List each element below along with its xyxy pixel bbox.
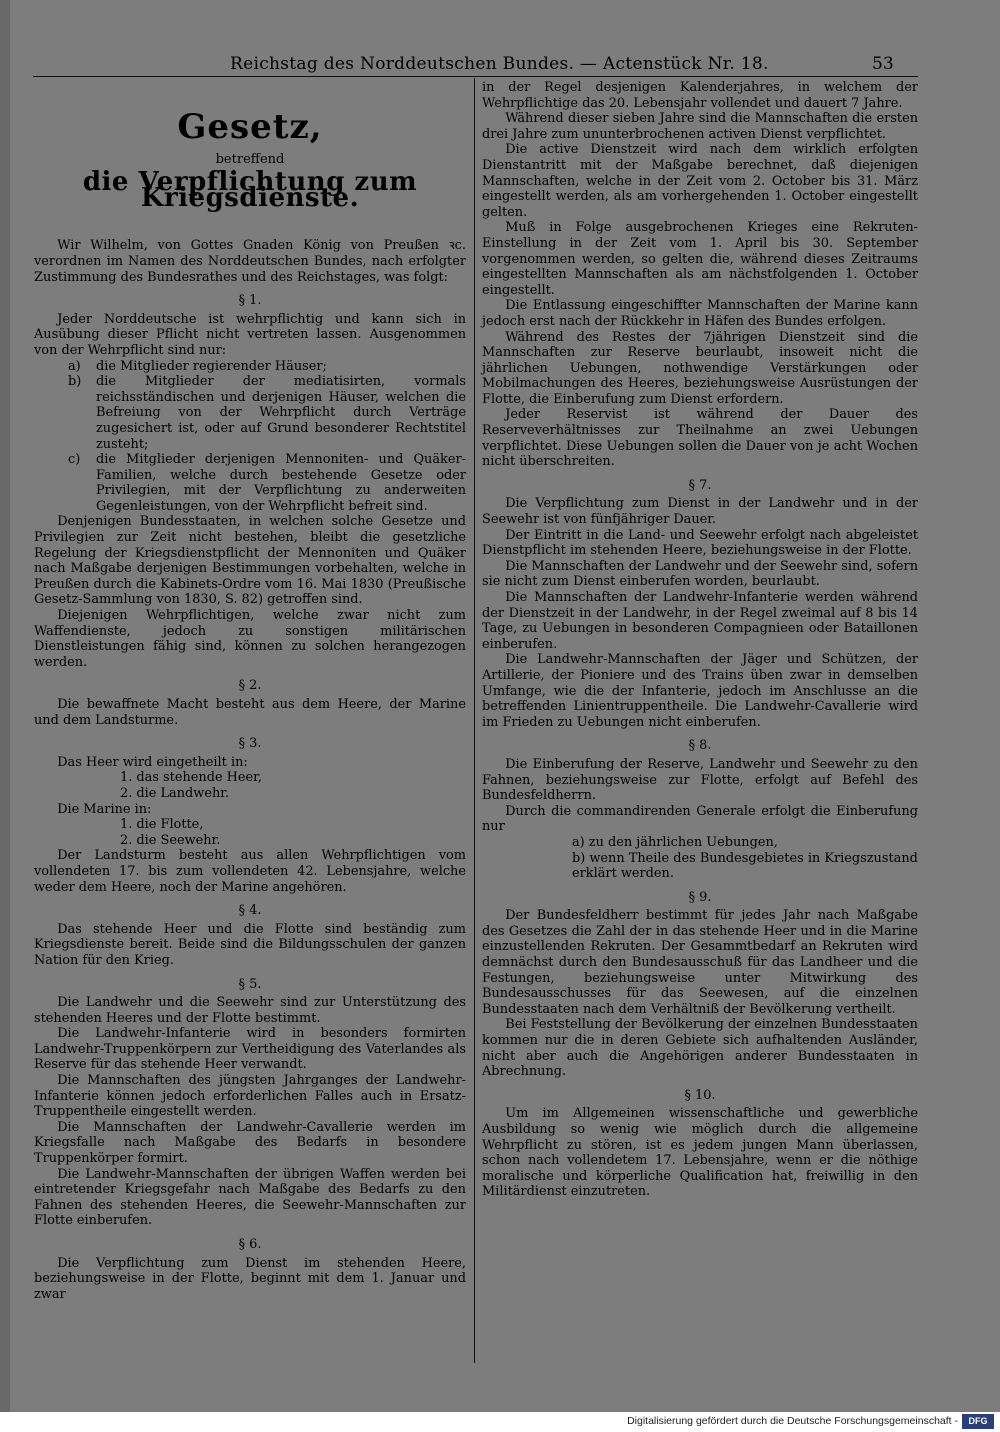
paragraph: Die Landwehr-Mannschaften der Jäger und Schützen, der Artillerie, der Pioniere und des Trains üben zwar in demselben Umfange, wie die der Infanterie, jedoch im Anschlusse an die betreffenden Linientruppentheile. Die Landwehr-Cavallerie wird im Frieden zu Uebungen nicht einberufen. — [482, 652, 918, 730]
section-heading: § 4. — [238, 903, 262, 919]
paragraph: Die Verpflichtung zum Dienst in der Landwehr und in der Seewehr ist von fünfjähriger Dauer. — [482, 496, 918, 528]
paragraph: Das Heer wird eingetheilt in: — [57, 754, 248, 770]
enum-item: 1. die Flotte, — [120, 817, 204, 833]
page-header — [0, 50, 1000, 76]
paragraph: in der Regel desjenigen Kalenderjahres, in welchem der Wehrpflichtige das 20. Lebensjahr vollendet und dauert 7 Jahre. — [482, 80, 918, 111]
paragraph: Das stehende Heer und die Flotte sind beständig zum Kriegsdienste bereit. Beide sind die Bildungsschulen der ganzen Nation für den Krieg. — [34, 921, 466, 968]
paragraph: Die active Dienstzeit wird nach dem wirklich erfolgten Dienstantritt mit der Maßgabe berechnet, daß diejenigen Mannschaften, welche in der Zeit vom 2. October bis 31. März eingestellt werden, als am vorhergehenden 1. October eingestellt gelten. — [482, 142, 918, 220]
paragraph: Die Mannschaften der Landwehr-Cavallerie werden im Kriegsfalle nach Maßgabe des Bedarfs in besondere Truppenkörper formirt. — [34, 1119, 466, 1167]
page-edge — [0, 0, 10, 1412]
law-subtitle: betreffend — [215, 151, 285, 167]
right-column — [482, 80, 918, 1200]
paragraph: Jeder Reservist ist während der Dauer des Reserveverhältnisses zur Theilnahme an zwei Uebungen verpflichtet. Diese Uebungen sollen die Dauer von je acht Wochen nicht überschreiten. — [482, 407, 918, 470]
law-title: Gesetz, — [177, 107, 323, 147]
paragraph: Die Landwehr-Infanterie wird in besonders formirten Landwehr-Truppenkörpern zur Vertheidigung des Vaterlandes als Reserve für das stehende Heer verwandt. — [34, 1026, 466, 1073]
item-label: a) — [68, 358, 81, 374]
paragraph: Um im Allgemeinen wissenschaftliche und gewerbliche Ausbildung so wenig wie möglich durch die allgemeine Wehrpflicht zu stören, ist es jedem jungen Mann überlassen, schon nach vollendetem 17. Lebensjahre, wenn er die nöthige moralische und körperliche Qualification hat, freiwillig in den Militärdienst einzutreten. — [482, 1106, 918, 1200]
dfg-logo: DFG — [962, 1414, 994, 1429]
paragraph: Denjenigen Bundesstaaten, in welchen solche Gesetze und Privilegien zur Zeit nicht bestehen, bleibt die gesetzliche Regelung der Kriegsdienstpflicht der Mennoniten und Quäker nach Maßgabe derjenigen Bestimmungen vorbehalten, welche in Preußen durch die Kabinets-Ordre vom 16. Mai 1830 (Preußische Gesetz-Sammlung von 1830, S. 82) getroffen sind. — [34, 514, 466, 608]
paragraph: Die Mannschaften der Landwehr-Infanterie werden während der Dienstzeit in der Landwehr, in der Regel zweimal auf 8 bis 14 Tage, zu Uebungen in besonderen Compagnieen oder Bataillonen einberufen. — [482, 590, 918, 652]
paragraph: Durch die commandirenden Generale erfolgt die Einberufung nur — [482, 803, 918, 835]
left-column — [34, 80, 466, 1302]
running-title: Reichstag des Norddeutschen Bundes. — Actenstück Nr. 18. — [230, 54, 769, 74]
header-rule — [33, 76, 918, 77]
funding-credit: Digitalisierung gefördert durch die Deutsche Forschungsgemeinschaft - — [627, 1415, 958, 1427]
item-label: c) — [68, 452, 81, 468]
page-number: 53 — [872, 54, 894, 74]
paragraph: Der Landsturm besteht aus allen Wehrpflichtigen vom vollendeten 17. bis zum vollendeten 42. Lebensjahre, welche weder dem Heere, noch der Marine angehören. — [34, 848, 466, 895]
footer-bar — [0, 1412, 1000, 1432]
paragraph: Die Einberufung der Reserve, Landwehr und Seewehr zu den Fahnen, beziehungsweise zur Flotte, erfolgt auf Befehl des Bundesfeldherrn. — [482, 756, 918, 804]
paragraph: Muß in Folge ausgebrochenen Krieges eine Rekruten-Einstellung in der Zeit vom 1. April bis 30. September vorgenommen werden, so gelten die, während dieses Zeitraums eingestellten Mannschaften als am nächstfolgenden 1. October eingestellt. — [482, 220, 918, 298]
section-heading: § 9. — [688, 889, 712, 905]
section-heading: § 1. — [238, 293, 262, 309]
enum-item: a) zu den jährlichen Uebungen, — [572, 834, 778, 850]
item-text: die Mitglieder derjenigen Mennoniten- und Quäker-Familien, welche durch bestehende Gesetze oder Privilegien, mit der Verpflichtung zu anderweiten Gegenleistungen, von der Wehrpflicht befreit sind. — [96, 452, 466, 514]
paragraph: Während dieser sieben Jahre sind die Mannschaften die ersten drei Jahre zum ununterbrochenen activen Dienst verpflichtet. — [482, 111, 918, 142]
section-heading: § 10. — [684, 1087, 716, 1103]
paragraph: Die Landwehr-Mannschaften der übrigen Waffen werden bei eintretender Kriegsgefahr nach Maßgabe des Bedarfs zu den Fahnen des stehenden Heeres, die Seewehr-Mannschaften zur Flotte einberufen. — [34, 1166, 466, 1229]
paragraph: Jeder Norddeutsche ist wehrpflichtig und kann sich in Ausübung dieser Pflicht nicht vertreten lassen. Ausgenommen von der Wehrpflicht sind nur: — [34, 311, 466, 358]
section-heading: § 5. — [238, 976, 262, 992]
enum-item: b) wenn Theile des Bundesgebietes in Kriegszustand erklärt werden. — [572, 850, 918, 882]
item-text: die Mitglieder regierender Häuser; — [96, 358, 327, 374]
enum-item: 2. die Seewehr. — [120, 832, 221, 848]
section-heading: § 6. — [238, 1237, 262, 1252]
list-item — [34, 452, 466, 514]
law-main-title: die Verpflichtung zum Kriegsdienste. — [82, 167, 418, 213]
paragraph: Der Bundesfeldherr bestimmt für jedes Jahr nach Maßgabe des Gesetzes die Zahl der in das stehende Heer und in die Marine einzustellenden Rekruten. Der Gesammtbedarf an Rekruten wird demnächst durch den Bundesausschuß für das Landheer und die Festungen, beziehungsweise unter Mitwirkung des Bundesausschusses für das Seewesen, auf die einzelnen Bundesstaaten nach dem Verhältniß der Bevölkerung vertheilt. — [482, 908, 918, 1017]
preamble: Wir Wilhelm, von Gottes Gnaden König von Preußen ꝛc. verordnen im Namen des Norddeutschen Bundes, nach erfolgter Zustimmung des Bundesrathes und des Reichstages, was folgt: — [34, 238, 466, 285]
section-heading: § 7. — [688, 477, 712, 493]
paragraph: Die Marine in: — [57, 801, 152, 817]
list-item — [34, 374, 466, 452]
paragraph: Bei Feststellung der Bevölkerung der einzelnen Bundesstaaten kommen nur die in deren Gebiete sich aufhaltenden Ausländer, nicht aber auch die Angehörigen anderer Bundesstaaten in Abrechnung. — [482, 1017, 918, 1080]
section-heading: § 8. — [688, 738, 712, 754]
paragraph: Die Landwehr und die Seewehr sind zur Unterstützung des stehenden Heeres und der Flotte bestimmt. — [34, 995, 466, 1026]
paragraph: Der Eintritt in die Land- und Seewehr erfolgt nach abgeleistet Dienstpflicht im stehenden Heere, beziehungsweise in der Flotte. — [482, 527, 918, 559]
paragraph: Die bewaffnete Macht besteht aus dem Heere, der Marine und dem Landsturme. — [34, 697, 466, 728]
item-label: b) — [68, 374, 82, 390]
section-heading: § 3. — [238, 736, 262, 752]
section-heading: § 2. — [238, 678, 262, 694]
paragraph: Während des Restes der 7jährigen Dienstzeit sind die Mannschaften zur Reserve beurlaubt, insoweit nicht die jährlichen Uebungen, nothwendige Verstärkungen oder Mobilmachungen des Heeres, beziehungsweise Ausrüstungen der Flotte, die Einberufung zum Dienst erfordern. — [482, 329, 918, 407]
enum-item: 1. das stehende Heer, — [120, 770, 263, 786]
list-item — [34, 359, 466, 375]
column-rule — [474, 78, 475, 1363]
paragraph: Die Entlassung eingeschiffter Mannschaften der Marine kann jedoch erst nach der Rückkehr in Häfen des Bundes erfolgen. — [482, 298, 918, 329]
paragraph: Die Verpflichtung zum Dienst im stehenden Heere, beziehungsweise in der Flotte, beginnt mit dem 1. Januar und zwar — [34, 1255, 466, 1302]
enum-item: 2. die Landwehr. — [120, 785, 230, 801]
paragraph: Die Mannschaften der Landwehr und der Seewehr sind, sofern sie nicht zum Dienst einberufen worden, beurlaubt. — [482, 558, 918, 590]
paragraph: Die Mannschaften des jüngsten Jahrganges der Landwehr-Infanterie können jedoch erforderlichen Falles auch in Ersatz-Truppentheile eingestellt werden. — [34, 1073, 466, 1120]
item-text: die Mitglieder der mediatisirten, vormals reichsständischen und derjenigen Häuser, welchen die Befreiung von der Wehrpflicht durch Verträge zugesichert ist, oder auf Grund besonderer Rechtstitel zusteht; — [96, 374, 466, 452]
paragraph: Diejenigen Wehrpflichtigen, welche zwar nicht zum Waffendienste, jedoch zu sonstigen militärischen Dienstleistungen fähig sind, können zu solchen herangezogen werden. — [34, 608, 466, 670]
